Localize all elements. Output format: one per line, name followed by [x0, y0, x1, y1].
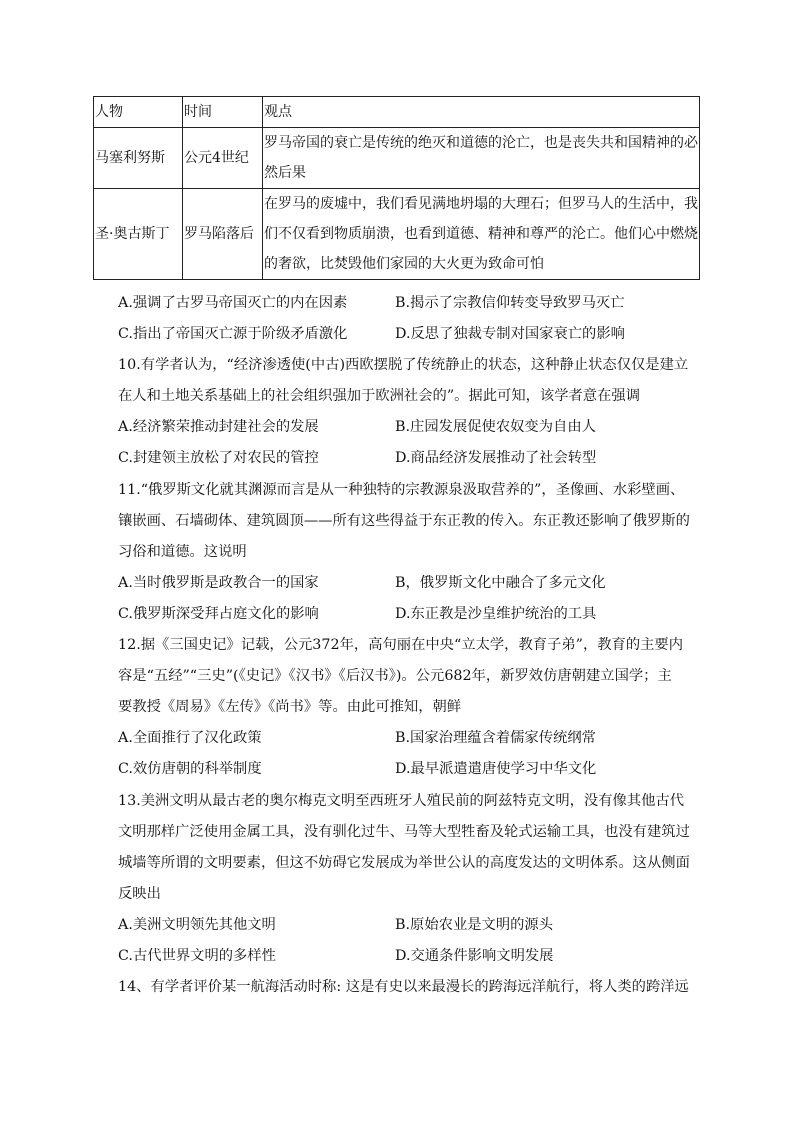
q10-option-c: C.封建领主放松了对农民的管控	[118, 450, 319, 467]
q11-option-b: B，俄罗斯文化中融合了多元文化	[395, 574, 606, 591]
q11-option-d: D.东正教是沙皇维护统治的工具	[395, 605, 597, 622]
person-cell: 圣·奥古斯丁	[94, 189, 183, 280]
view-cell	[263, 128, 700, 189]
q11-stem-line: 镶嵌画、石墙砌体、建筑圆顶——所有这些得益于东正教的传入。东正教还影响了俄罗斯的	[118, 512, 690, 529]
view-line: 们不仅看到物质崩溃，也看到道德、精神和尊严的沦亡。他们心中燃烧	[264, 226, 698, 242]
header-view: 观点	[263, 97, 700, 128]
q12-stem-line: 容是“五经”“三史”(《史记》《汉书》《后汉书》)。公元682年，新罗效仿唐朝建立国学；主	[118, 668, 672, 685]
q9-option-d: D.反思了独裁专制对国家衰亡的影响	[395, 326, 625, 343]
q9-option-b: B.揭示了宗教信仰转变导致罗马灭亡	[395, 295, 625, 311]
view-line: 在罗马的废墟中，我们看见满地坍塌的大理石；但罗马人的生活中，我	[264, 196, 698, 212]
q12-option-c: C.效仿唐朝的科举制度	[118, 761, 262, 778]
q11-stem-line: 11.“俄罗斯文化就其渊源而言是从一种独特的宗教源泉汲取营养的”，圣像画、水彩壁画、	[118, 481, 685, 498]
q9-options-row	[118, 319, 678, 350]
q11-option-a: A.当时俄罗斯是政教合一的国家	[118, 574, 319, 591]
q10-option-d: D.商品经济发展推动了社会转型	[395, 450, 597, 467]
person-cell: 马塞利努斯	[94, 128, 183, 189]
q9-option-a: A.强调了古罗马帝国灭亡的内在因素	[118, 295, 348, 311]
q13-option-b: B.原始农业是文明的源头	[395, 916, 554, 933]
table-row	[94, 128, 700, 189]
q10-option-a: A.经济繁荣推动封建社会的发展	[118, 419, 319, 436]
view-line: 的奢欲，比焚毁他们家园的大火更为致命可怕	[264, 256, 544, 272]
view-line: 然后果	[264, 165, 306, 181]
q13-option-c: C.古代世界文明的多样性	[118, 947, 276, 964]
q10-options-row	[118, 412, 678, 443]
q12-stem-line: 12.据《三国史记》记载，公元372年，高句丽在中央“立太学，教育子弟”，教育的主要内	[118, 637, 684, 654]
q13-option-d: D.交通条件影响文明发展	[395, 947, 554, 964]
q9-options-row	[118, 288, 678, 319]
table-row	[94, 189, 700, 280]
q11-stem-line: 习俗和道德。这说明	[118, 543, 247, 560]
view-line: 罗马帝国的衰亡是传统的绝灭和道德的沦亡，也是丧失共和国精神的必	[264, 135, 698, 151]
time-cell: 罗马陷落后	[183, 189, 263, 280]
q12-option-b: B.国家治理蕴含着儒家传统纲常	[395, 730, 596, 747]
header-time: 时间	[183, 97, 263, 128]
q12-option-a: A.全面推行了汉化政策	[118, 730, 262, 747]
q14-stem-line: 14、有学者评价某一航海活动时称: 这是有史以来最漫长的跨海远洋航行，将人类的跨洋远	[118, 979, 689, 996]
q10-option-b: B.庄园发展促使农奴变为自由人	[395, 419, 596, 436]
q10-options-row	[118, 443, 678, 474]
header-person: 人物	[94, 97, 183, 128]
q13-stem-line: 13.美洲文明从最古老的奥尔梅克文明至西班牙人殖民前的阿兹特克文明，没有像其他古代	[118, 792, 685, 809]
table-header-row	[94, 97, 700, 128]
q13-stem-line: 反映出	[118, 885, 161, 902]
q12-options-row	[118, 754, 678, 785]
time-cell: 公元4世纪	[183, 128, 263, 189]
q13-options-row	[118, 910, 678, 941]
q13-option-a: A.美洲文明领先其他文明	[118, 916, 276, 933]
q12-options-row	[118, 723, 678, 754]
q11-options-row	[118, 599, 678, 630]
q10-stem-line: 10.有学者认为，“经济渗透使(中古)西欧摆脱了传统静止的状态，这种静止状态仅仅是建立	[118, 357, 689, 374]
q9-option-c: C.指出了帝国灭亡源于阶级矛盾激化	[118, 326, 348, 343]
q11-options-row	[118, 568, 678, 599]
view-cell	[263, 189, 700, 280]
questions-block	[118, 288, 690, 1003]
views-table	[93, 96, 700, 280]
q12-option-d: D.最早派遣遣唐使学习中华文化	[395, 761, 597, 778]
q13-stem-line: 文明那样广泛使用金属工具，没有驯化过牛、马等大型牲畜及轮式运输工具，也没有建筑过	[118, 823, 690, 840]
q10-stem-line: 在人和土地关系基础上的社会组织强加于欧洲社会的”。据此可知，该学者意在强调	[118, 388, 640, 405]
q12-stem-line: 要教授《周易》《左传》《尚书》等。由此可推知，朝鲜	[118, 699, 462, 716]
q11-option-c: C.俄罗斯深受拜占庭文化的影响	[118, 605, 319, 622]
q13-stem-line: 城墙等所谓的文明要素，但这不妨碍它发展成为举世公认的高度发达的文明体系。这从侧面	[118, 854, 690, 871]
q13-options-row	[118, 941, 678, 972]
